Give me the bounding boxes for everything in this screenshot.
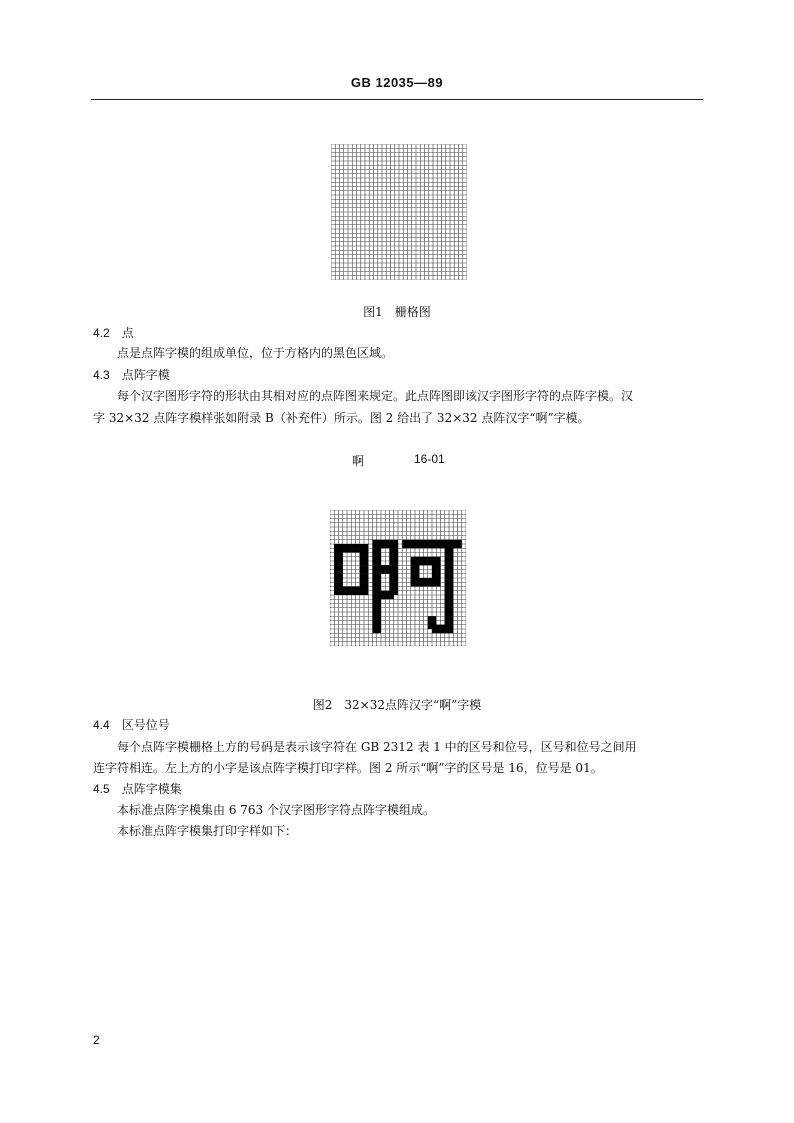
glyph-dot [445, 561, 449, 565]
glyph-dot [381, 565, 385, 569]
glyph-dot [364, 591, 368, 595]
standard-header: GB 12035—89 [350, 75, 444, 90]
glyph-dot [445, 608, 449, 612]
section-4-2-heading [93, 325, 134, 341]
glyph-dot [407, 540, 411, 544]
glyph-dot [364, 582, 368, 586]
glyph-dot [402, 540, 406, 544]
glyph-dot [445, 582, 449, 586]
glyph-dot [377, 608, 381, 612]
glyph-dot [394, 544, 398, 548]
glyph-dot [428, 544, 432, 548]
section-4-3-number: 4.3 [93, 368, 110, 382]
glyph-dot [339, 574, 343, 578]
glyph-dot [411, 582, 415, 586]
glyph-dot [339, 587, 343, 591]
glyph-dot [453, 540, 457, 544]
glyph-dot [377, 548, 381, 552]
glyph-dot [458, 544, 462, 548]
glyph-dot [360, 582, 364, 586]
glyph-dot [432, 616, 436, 620]
glyph-dot [394, 540, 398, 544]
glyph-dot [373, 540, 377, 544]
glyph-dot [449, 591, 453, 595]
glyph-dot [390, 587, 394, 591]
glyph-dot [385, 544, 389, 548]
header-rule [91, 99, 703, 100]
glyph-dot [360, 578, 364, 582]
section-4-2-body: 点是点阵字模的组成单位，位于方格内的黑色区域。 [117, 346, 394, 360]
glyph-dot [351, 587, 355, 591]
glyph-dot [360, 548, 364, 552]
glyph-dot [377, 553, 381, 557]
glyph-dot [356, 548, 360, 552]
glyph-dot [415, 544, 419, 548]
glyph-dot [373, 574, 377, 578]
glyph-dot [377, 544, 381, 548]
glyph-dot [449, 544, 453, 548]
glyph-dot [390, 591, 394, 595]
glyph-dot [373, 625, 377, 629]
glyph-dot [343, 587, 347, 591]
glyph-dot [407, 544, 411, 548]
glyph-dot [432, 621, 436, 625]
glyph-dot [339, 565, 343, 569]
glyph-dot [445, 570, 449, 574]
glyph-dot [373, 599, 377, 603]
glyph-dot [394, 565, 398, 569]
glyph-dot [343, 591, 347, 595]
glyph-dot [390, 570, 394, 574]
glyph-dot [394, 557, 398, 561]
glyph-dot [377, 595, 381, 599]
glyph-dot [360, 561, 364, 565]
glyph-dot [415, 574, 419, 578]
glyph-dot [436, 544, 440, 548]
glyph-dot [339, 553, 343, 557]
glyph-dot [334, 578, 338, 582]
glyph-dot [394, 578, 398, 582]
glyph-dot [377, 625, 381, 629]
glyph-dot [432, 629, 436, 633]
glyph-dot [445, 599, 449, 603]
glyph-dot [445, 612, 449, 616]
glyph-dot [411, 544, 415, 548]
glyph-dot [449, 616, 453, 620]
glyph-dot [390, 557, 394, 561]
section-4-3-body-line-2: 字 32×32 点阵字模样张如附录 B（补充件）所示。图 2 给出了 32×32 点阵汉字“啊”字模。 [93, 411, 590, 425]
section-4-4-body-line-1: 每个点阵字模栅格上方的号码是表示该字符在 GB 2312 表 1 中的区号和位号，区号和位号之间用 [117, 740, 637, 754]
glyph-dot [436, 578, 440, 582]
glyph-dot [428, 621, 432, 625]
glyph-dot [377, 629, 381, 633]
glyph-dot [432, 557, 436, 561]
glyph-dot [419, 561, 423, 565]
glyph-dot [436, 582, 440, 586]
glyph-dot [445, 557, 449, 561]
glyph-dot [373, 570, 377, 574]
glyph-dot [411, 574, 415, 578]
glyph-dot [445, 587, 449, 591]
glyph-dot [449, 604, 453, 608]
glyph-dot [373, 548, 377, 552]
glyph-dot [394, 561, 398, 565]
glyph-dot [445, 595, 449, 599]
glyph-dot [449, 561, 453, 565]
section-4-5-number: 4.5 [93, 782, 110, 796]
glyph-dot [415, 561, 419, 565]
glyph-dot [360, 544, 364, 548]
glyph-dot [394, 587, 398, 591]
glyph-dot [377, 599, 381, 603]
glyph-dot [373, 616, 377, 620]
glyph-dot [390, 540, 394, 544]
glyph-dot [436, 574, 440, 578]
glyph-dot [449, 540, 453, 544]
glyph-dot [347, 544, 351, 548]
glyph-dot [419, 540, 423, 544]
glyph-dot [394, 548, 398, 552]
glyph-dot [390, 561, 394, 565]
glyph-dot [364, 548, 368, 552]
glyph-dot [334, 582, 338, 586]
glyph-dot [449, 612, 453, 616]
glyph-dot [377, 587, 381, 591]
glyph-dot [449, 599, 453, 603]
glyph-dot [360, 553, 364, 557]
glyph-dot [445, 629, 449, 633]
glyph-dot [445, 548, 449, 552]
glyph-dot [419, 578, 423, 582]
glyph-dot [360, 587, 364, 591]
glyph-dot [458, 540, 462, 544]
glyph-dot [424, 540, 428, 544]
glyph-dot [445, 621, 449, 625]
glyph-dot [373, 544, 377, 548]
glyph-dot [351, 591, 355, 595]
glyph-dot [415, 557, 419, 561]
glyph-dot [364, 587, 368, 591]
glyph-dot [334, 587, 338, 591]
glyph-dot [428, 582, 432, 586]
glyph-dot [445, 540, 449, 544]
glyph-dot [373, 578, 377, 582]
glyph-dot [436, 540, 440, 544]
glyph-dot [377, 557, 381, 561]
glyph-dot [424, 578, 428, 582]
glyph-dot [390, 578, 394, 582]
glyph-dot [334, 565, 338, 569]
glyph-dot [415, 578, 419, 582]
glyph-dot [334, 570, 338, 574]
glyph-dot [424, 544, 428, 548]
glyph-dot [436, 625, 440, 629]
glyph-dot [373, 565, 377, 569]
glyph-dot [364, 553, 368, 557]
glyph-dot [390, 595, 394, 599]
glyph-dot [394, 570, 398, 574]
glyph-dot [377, 570, 381, 574]
glyph-dot [449, 625, 453, 629]
glyph-dot [432, 582, 436, 586]
glyph-dot [385, 570, 389, 574]
section-4-5-body-line-1: 本标准点阵字模集由 6 763 个汉字图形字符点阵字模组成。 [117, 803, 435, 817]
section-4-5-title: 点阵字模集 [121, 782, 182, 796]
glyph-dot [364, 557, 368, 561]
glyph-dot [419, 582, 423, 586]
section-4-2-number: 4.2 [93, 326, 110, 340]
glyph-dot [373, 604, 377, 608]
glyph-dot [449, 553, 453, 557]
glyph-dot [377, 574, 381, 578]
glyph-dot [377, 582, 381, 586]
glyph-dot [356, 587, 360, 591]
glyph-dot [445, 544, 449, 548]
glyph-dot [449, 621, 453, 625]
section-4-3-body-line-1: 每个汉字图形字符的形状由其相对应的点阵图来规定。此点阵图即该汉字图形字符的点阵字模。汉 [117, 389, 634, 403]
glyph-dot [373, 591, 377, 595]
glyph-dot [394, 582, 398, 586]
glyph-dot [432, 570, 436, 574]
glyph-dot [445, 625, 449, 629]
glyph-dot [449, 587, 453, 591]
glyph-dot [351, 548, 355, 552]
glyph-dot [445, 578, 449, 582]
glyph-dot [415, 582, 419, 586]
glyph-dot [428, 625, 432, 629]
section-4-5-heading [93, 781, 182, 797]
glyph-dot [364, 544, 368, 548]
glyph-dot [432, 561, 436, 565]
glyph-dot [339, 557, 343, 561]
glyph-dot [436, 565, 440, 569]
glyph-dot [377, 612, 381, 616]
glyph-dot [432, 625, 436, 629]
glyph-dot [347, 548, 351, 552]
glyph-dot [428, 540, 432, 544]
glyph-dot [373, 621, 377, 625]
glyph-dot [415, 565, 419, 569]
glyph-dot [347, 591, 351, 595]
glyph-dot [373, 629, 377, 633]
glyph-dot [377, 591, 381, 595]
glyph-dot [339, 578, 343, 582]
glyph-dot [419, 544, 423, 548]
glyph-dot [432, 540, 436, 544]
glyph-dot [449, 595, 453, 599]
glyph-dot [411, 561, 415, 565]
glyph-dot [441, 625, 445, 629]
page-number: 2 [93, 1033, 100, 1047]
glyph-dot [432, 578, 436, 582]
glyph-dot [360, 570, 364, 574]
glyph-dot [381, 595, 385, 599]
glyph-dot [347, 587, 351, 591]
glyph-dot [385, 595, 389, 599]
glyph-dot [411, 578, 415, 582]
glyph-dot [334, 548, 338, 552]
glyph-dot [334, 557, 338, 561]
glyph-dot [381, 544, 385, 548]
glyph-dot [449, 548, 453, 552]
glyph-dot [449, 608, 453, 612]
glyph-dot [381, 570, 385, 574]
glyph-dot [424, 582, 428, 586]
section-4-5-body-line-2: 本标准点阵字模集打印字样如下： [117, 824, 298, 838]
glyph-dot [390, 565, 394, 569]
glyph-dot [445, 574, 449, 578]
glyph-dot [432, 574, 436, 578]
glyph-dot [428, 557, 432, 561]
glyph-dot [415, 540, 419, 544]
glyph-dot [334, 591, 338, 595]
section-4-4-heading [93, 717, 170, 733]
glyph-dot [449, 574, 453, 578]
section-4-3-heading [93, 367, 170, 383]
glyph-dot [360, 557, 364, 561]
glyph-dot [364, 570, 368, 574]
section-4-4-number: 4.4 [93, 718, 110, 732]
glyph-dot [339, 561, 343, 565]
glyph-dot [356, 591, 360, 595]
glyph-dot [360, 591, 364, 595]
glyph-dot [432, 565, 436, 569]
glyph-dot [390, 574, 394, 578]
glyph-dot [411, 557, 415, 561]
glyph-dot [364, 565, 368, 569]
section-4-4-title: 区号位号 [121, 718, 170, 732]
glyph-dot [373, 608, 377, 612]
glyph-dot [373, 595, 377, 599]
glyph-dot [373, 587, 377, 591]
glyph-dot [449, 557, 453, 561]
glyph-dot [377, 565, 381, 569]
glyph-dot [415, 570, 419, 574]
glyph-dot [445, 553, 449, 557]
glyph-dot [390, 582, 394, 586]
glyph-dot [351, 544, 355, 548]
glyph-dot [432, 544, 436, 548]
glyph-dot [441, 544, 445, 548]
glyph-dot [436, 570, 440, 574]
glyph-dot [453, 544, 457, 548]
glyph-dot [428, 561, 432, 565]
glyph-dot [377, 616, 381, 620]
glyph-dot [377, 561, 381, 565]
glyph-dot [373, 582, 377, 586]
glyph-dot [334, 561, 338, 565]
glyph-dot [428, 578, 432, 582]
glyph-dot [377, 604, 381, 608]
glyph-dot [385, 540, 389, 544]
glyph-dot [339, 591, 343, 595]
glyph-dot [373, 561, 377, 565]
glyph-dot [377, 540, 381, 544]
glyph-dot [449, 629, 453, 633]
glyph-dot [428, 616, 432, 620]
glyph-dot [360, 565, 364, 569]
glyph-dot [343, 544, 347, 548]
glyph-dot [445, 616, 449, 620]
figure-1-caption: 图1 栅格图 [363, 305, 431, 319]
glyph-dot [390, 548, 394, 552]
glyph-dot [411, 565, 415, 569]
figure-2-print-sample: 啊 [352, 454, 365, 468]
glyph-dot [449, 570, 453, 574]
glyph-dot [377, 621, 381, 625]
glyph-dot [394, 553, 398, 557]
glyph-dot [381, 540, 385, 544]
glyph-dot [449, 565, 453, 569]
glyph-dot [356, 544, 360, 548]
figure-1-raster-grid [331, 144, 467, 280]
glyph-dot [385, 591, 389, 595]
figure-2-caption: 图2 32×32点阵汉字“啊”字模 [312, 698, 482, 712]
glyph-dot [411, 570, 415, 574]
glyph-dot [334, 544, 338, 548]
glyph-dot [424, 561, 428, 565]
glyph-dot [373, 612, 377, 616]
glyph-dot [436, 557, 440, 561]
glyph-dot [424, 557, 428, 561]
section-4-3-title: 点阵字模 [121, 368, 170, 382]
glyph-dot [339, 570, 343, 574]
glyph-dot [364, 574, 368, 578]
glyph-dot [436, 561, 440, 565]
glyph-dot [436, 629, 440, 633]
glyph-dot [339, 544, 343, 548]
glyph-dot [334, 553, 338, 557]
glyph-dot [411, 540, 415, 544]
glyph-dot [445, 565, 449, 569]
glyph-dot [373, 553, 377, 557]
glyph-dot [339, 548, 343, 552]
glyph-dot [381, 591, 385, 595]
section-4-2-title: 点 [121, 326, 134, 340]
glyph-dot [339, 582, 343, 586]
glyph-dot [390, 553, 394, 557]
glyph-dot [445, 591, 449, 595]
glyph-dot [343, 548, 347, 552]
glyph-dot [360, 574, 364, 578]
glyph-dot [445, 604, 449, 608]
glyph-dot [402, 544, 406, 548]
glyph-dot [419, 557, 423, 561]
glyph-dot [377, 578, 381, 582]
glyph-dot [449, 578, 453, 582]
glyph-dot [385, 565, 389, 569]
glyph-dot [441, 629, 445, 633]
section-4-4-body-line-2: 连字符相连。左上方的小字是该点阵字模打印字样。图 2 所示“啊”字的区号是 16，位号是 01。 [93, 761, 603, 775]
glyph-dot [364, 578, 368, 582]
figure-2-glyph-grid [330, 510, 466, 646]
glyph-dot [394, 591, 398, 595]
glyph-dot [390, 544, 394, 548]
glyph-dot [373, 557, 377, 561]
figure-2-zone-position-code: 16-01 [414, 452, 445, 466]
glyph-dot [394, 574, 398, 578]
glyph-dot [441, 540, 445, 544]
glyph-dot [334, 574, 338, 578]
glyph-dot [364, 561, 368, 565]
glyph-dot [449, 582, 453, 586]
